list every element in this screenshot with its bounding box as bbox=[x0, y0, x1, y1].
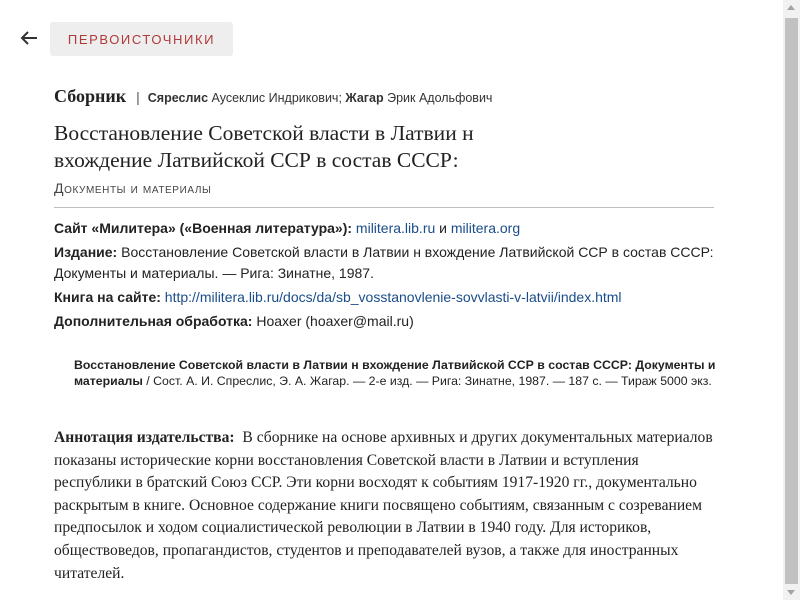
vertical-scrollbar[interactable] bbox=[783, 0, 800, 600]
author-name: Аусеклис Индрикович; bbox=[211, 91, 342, 105]
processing-row bbox=[54, 311, 734, 332]
arrow-left-icon bbox=[18, 27, 40, 49]
edition-text: Восстановление Советской власти в Латвии н вхождение Латвийской ССР в состав СССР: Документы и материалы. — Рига: Зинатне, 1987. bbox=[54, 244, 714, 281]
processing-text: Hoaxer (hoaxer@mail.ru) bbox=[256, 313, 414, 329]
divider bbox=[54, 207, 714, 208]
back-button[interactable] bbox=[18, 27, 40, 49]
site-label: Сайт «Милитера» («Военная литература»): bbox=[54, 220, 353, 236]
primary-sources-button[interactable]: ПЕРВОИСТОЧНИКИ bbox=[50, 22, 233, 56]
site-link-militera-lib[interactable]: militera.lib.ru bbox=[355, 220, 436, 236]
scrollbar-thumb[interactable] bbox=[785, 18, 798, 584]
author-surname[interactable]: Жагар bbox=[345, 91, 384, 105]
processing-label: Дополнительная обработка: bbox=[54, 313, 253, 329]
site-and: и bbox=[439, 220, 447, 236]
edition-row bbox=[54, 242, 734, 284]
book-metadata bbox=[54, 218, 734, 335]
scroll-up-arrow-icon[interactable] bbox=[787, 5, 795, 10]
biblio-details: / Сост. А. И. Спреслис, Э. А. Жагар. — 2-е изд. — Рига: Зинатне, 1987. — 187 с. — Тираж 5000 экз. bbox=[142, 373, 712, 388]
book-on-site-label: Книга на сайте: bbox=[54, 289, 161, 305]
scroll-down-arrow-icon[interactable] bbox=[787, 590, 795, 595]
book-subtitle: Документы и материалы bbox=[54, 180, 212, 196]
book-on-site-link[interactable]: http://militera.lib.ru/docs/da/sb_vosstanovlenie-sovvlasti-v-latvii/index.html bbox=[164, 289, 622, 305]
edition-label: Издание: bbox=[54, 244, 118, 260]
author-surname[interactable]: Сяреслис bbox=[147, 91, 209, 105]
site-row bbox=[54, 218, 734, 239]
authors-line bbox=[54, 86, 492, 107]
site-link-militera-org[interactable]: militera.org bbox=[450, 220, 521, 236]
separator: | bbox=[136, 89, 140, 105]
annotation-text: В сборнике на основе архивных и других документальных материалов показаны исторические корни восстановления Советской власти в Латвии и вступления республики в братский Союз ССР. Эти корни восходят к событиям 1917-1920 гг., документально раскрытым в книге. Основное содержание книги посвящено событиям, связанным с созреванием предпосылок и ходом социалистической революции в Латвии в 1940 году. Для историков, обществоведов, пропагандистов, студентов и преподавателей вузов, а также для иностранных читателей. bbox=[54, 429, 713, 582]
author-name: Эрик Адольфович bbox=[387, 91, 493, 105]
author-list bbox=[148, 91, 493, 105]
biblio-title: Восстановление Советской власти в Латвии н вхождение Латвийской ССР в состав СССР: Документы и материалы bbox=[74, 358, 716, 388]
book-on-site-row bbox=[54, 287, 734, 308]
annotation bbox=[54, 427, 719, 585]
bibliographic-record bbox=[74, 358, 724, 389]
annotation-label: Аннотация издательства: bbox=[54, 429, 235, 446]
collection-label: Сборник bbox=[54, 86, 127, 106]
book-title: Восстановление Советской власти в Латвии н вхождение Латвийской ССР в состав СССР: bbox=[54, 121, 474, 172]
